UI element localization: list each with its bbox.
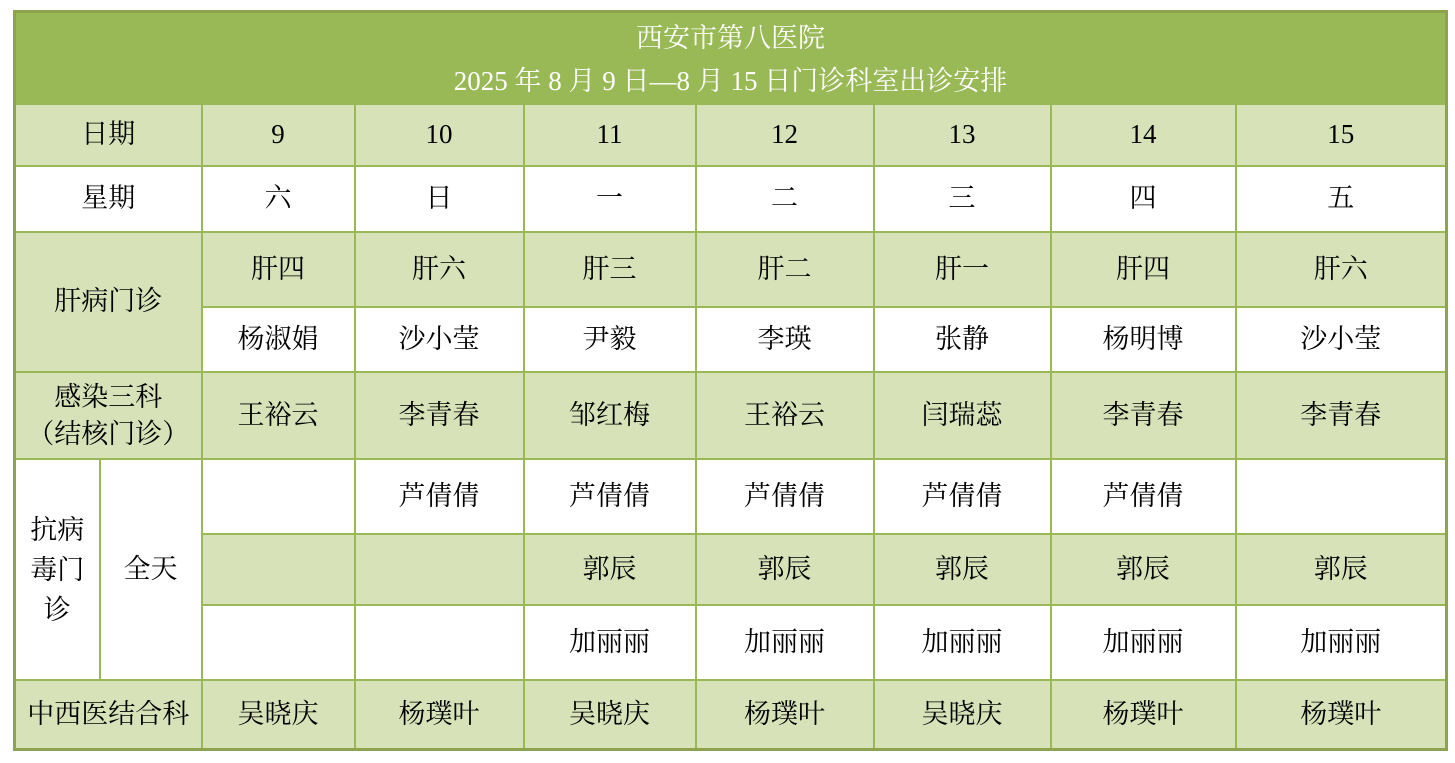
antiviral-row-1 (15, 459, 1447, 534)
liver-doctor-cell: 沙小莹 (1236, 307, 1447, 372)
liver-clinic-label: 肝病门诊 (15, 232, 202, 372)
infection-doctor-cell: 邹红梅 (524, 372, 696, 459)
integrative-doctor-cell: 吴晓庆 (524, 680, 696, 749)
date-row-label: 日期 (15, 104, 202, 166)
liver-clinic-cell: 肝四 (1051, 232, 1236, 307)
date-cell: 15 (1236, 104, 1447, 166)
infection-doctor-cell: 李青春 (1236, 372, 1447, 459)
date-cell: 9 (202, 104, 355, 166)
antiviral-time-label: 全天 (100, 459, 202, 680)
liver-doctor-cell: 沙小莹 (355, 307, 524, 372)
antiviral-doctor-cell (202, 534, 355, 605)
weekday-cell: 五 (1236, 166, 1447, 232)
date-cell: 13 (874, 104, 1051, 166)
integrative-label: 中西医结合科 (15, 680, 202, 749)
antiviral-doctor-cell: 芦倩倩 (524, 459, 696, 534)
antiviral-doctor-cell: 芦倩倩 (874, 459, 1051, 534)
antiviral-doctor-cell: 郭辰 (696, 534, 874, 605)
antiviral-doctor-cell: 加丽丽 (874, 605, 1051, 680)
liver-clinic-cell: 肝一 (874, 232, 1051, 307)
antiviral-doctor-cell: 郭辰 (524, 534, 696, 605)
antiviral-doctor-cell: 加丽丽 (1236, 605, 1447, 680)
antiviral-doctor-cell: 芦倩倩 (1051, 459, 1236, 534)
hospital-name: 西安市第八医院 (636, 23, 826, 53)
antiviral-row-3 (15, 605, 1447, 680)
liver-clinic-cell: 肝六 (1236, 232, 1447, 307)
liver-doctor-cell: 张静 (874, 307, 1051, 372)
antiviral-doctor-cell: 郭辰 (874, 534, 1051, 605)
title-row (15, 12, 1447, 105)
liver-doctor-cell: 杨明博 (1051, 307, 1236, 372)
antiviral-label: 抗病毒门诊 (15, 459, 100, 680)
date-row (15, 104, 1447, 166)
liver-doctor-cell: 李瑛 (696, 307, 874, 372)
infection-doctor-cell: 李青春 (355, 372, 524, 459)
infection-label (15, 372, 202, 459)
antiviral-doctor-cell: 郭辰 (1051, 534, 1236, 605)
infection-label-line2: （结核门诊） (27, 418, 190, 449)
integrative-row (15, 680, 1447, 749)
antiviral-doctor-cell: 加丽丽 (524, 605, 696, 680)
date-cell: 10 (355, 104, 524, 166)
antiviral-doctor-cell (202, 605, 355, 680)
antiviral-doctor-cell (355, 605, 524, 680)
liver-clinic-cell: 肝三 (524, 232, 696, 307)
antiviral-doctor-cell: 加丽丽 (1051, 605, 1236, 680)
table-title (15, 12, 1447, 105)
weekday-cell: 六 (202, 166, 355, 232)
liver-clinic-cell: 肝六 (355, 232, 524, 307)
infection-doctor-cell: 李青春 (1051, 372, 1236, 459)
schedule-date-range: 2025 年 8 月 9 日—8 月 15 日门诊科室出诊安排 (453, 66, 1008, 96)
liver-doctor-cell: 杨淑娟 (202, 307, 355, 372)
integrative-doctor-cell: 杨璞叶 (1051, 680, 1236, 749)
integrative-doctor-cell: 杨璞叶 (696, 680, 874, 749)
infection-label-line1: 感染三科 (54, 381, 163, 412)
antiviral-doctor-cell (1236, 459, 1447, 534)
antiviral-doctor-cell: 郭辰 (1236, 534, 1447, 605)
liver-clinic-cell: 肝二 (696, 232, 874, 307)
antiviral-doctor-cell (202, 459, 355, 534)
antiviral-doctor-cell: 芦倩倩 (696, 459, 874, 534)
integrative-doctor-cell: 杨璞叶 (1236, 680, 1447, 749)
liver-clinic-row (15, 232, 1447, 307)
schedule-table (13, 10, 1448, 751)
date-cell: 11 (524, 104, 696, 166)
integrative-doctor-cell: 吴晓庆 (874, 680, 1051, 749)
integrative-doctor-cell: 吴晓庆 (202, 680, 355, 749)
antiviral-doctor-cell (355, 534, 524, 605)
infection-doctor-cell: 王裕云 (202, 372, 355, 459)
weekday-cell: 三 (874, 166, 1051, 232)
date-cell: 12 (696, 104, 874, 166)
integrative-doctor-cell: 杨璞叶 (355, 680, 524, 749)
antiviral-row-2 (15, 534, 1447, 605)
antiviral-doctor-cell: 加丽丽 (696, 605, 874, 680)
date-cell: 14 (1051, 104, 1236, 166)
infection-row (15, 372, 1447, 459)
weekday-row-label: 星期 (15, 166, 202, 232)
weekday-cell: 二 (696, 166, 874, 232)
infection-doctor-cell: 闫瑞蕊 (874, 372, 1051, 459)
weekday-cell: 四 (1051, 166, 1236, 232)
weekday-cell: 日 (355, 166, 524, 232)
liver-doctor-cell: 尹毅 (524, 307, 696, 372)
weekday-cell: 一 (524, 166, 696, 232)
liver-doctor-row (15, 307, 1447, 372)
infection-doctor-cell: 王裕云 (696, 372, 874, 459)
antiviral-doctor-cell: 芦倩倩 (355, 459, 524, 534)
liver-clinic-cell: 肝四 (202, 232, 355, 307)
weekday-row (15, 166, 1447, 232)
